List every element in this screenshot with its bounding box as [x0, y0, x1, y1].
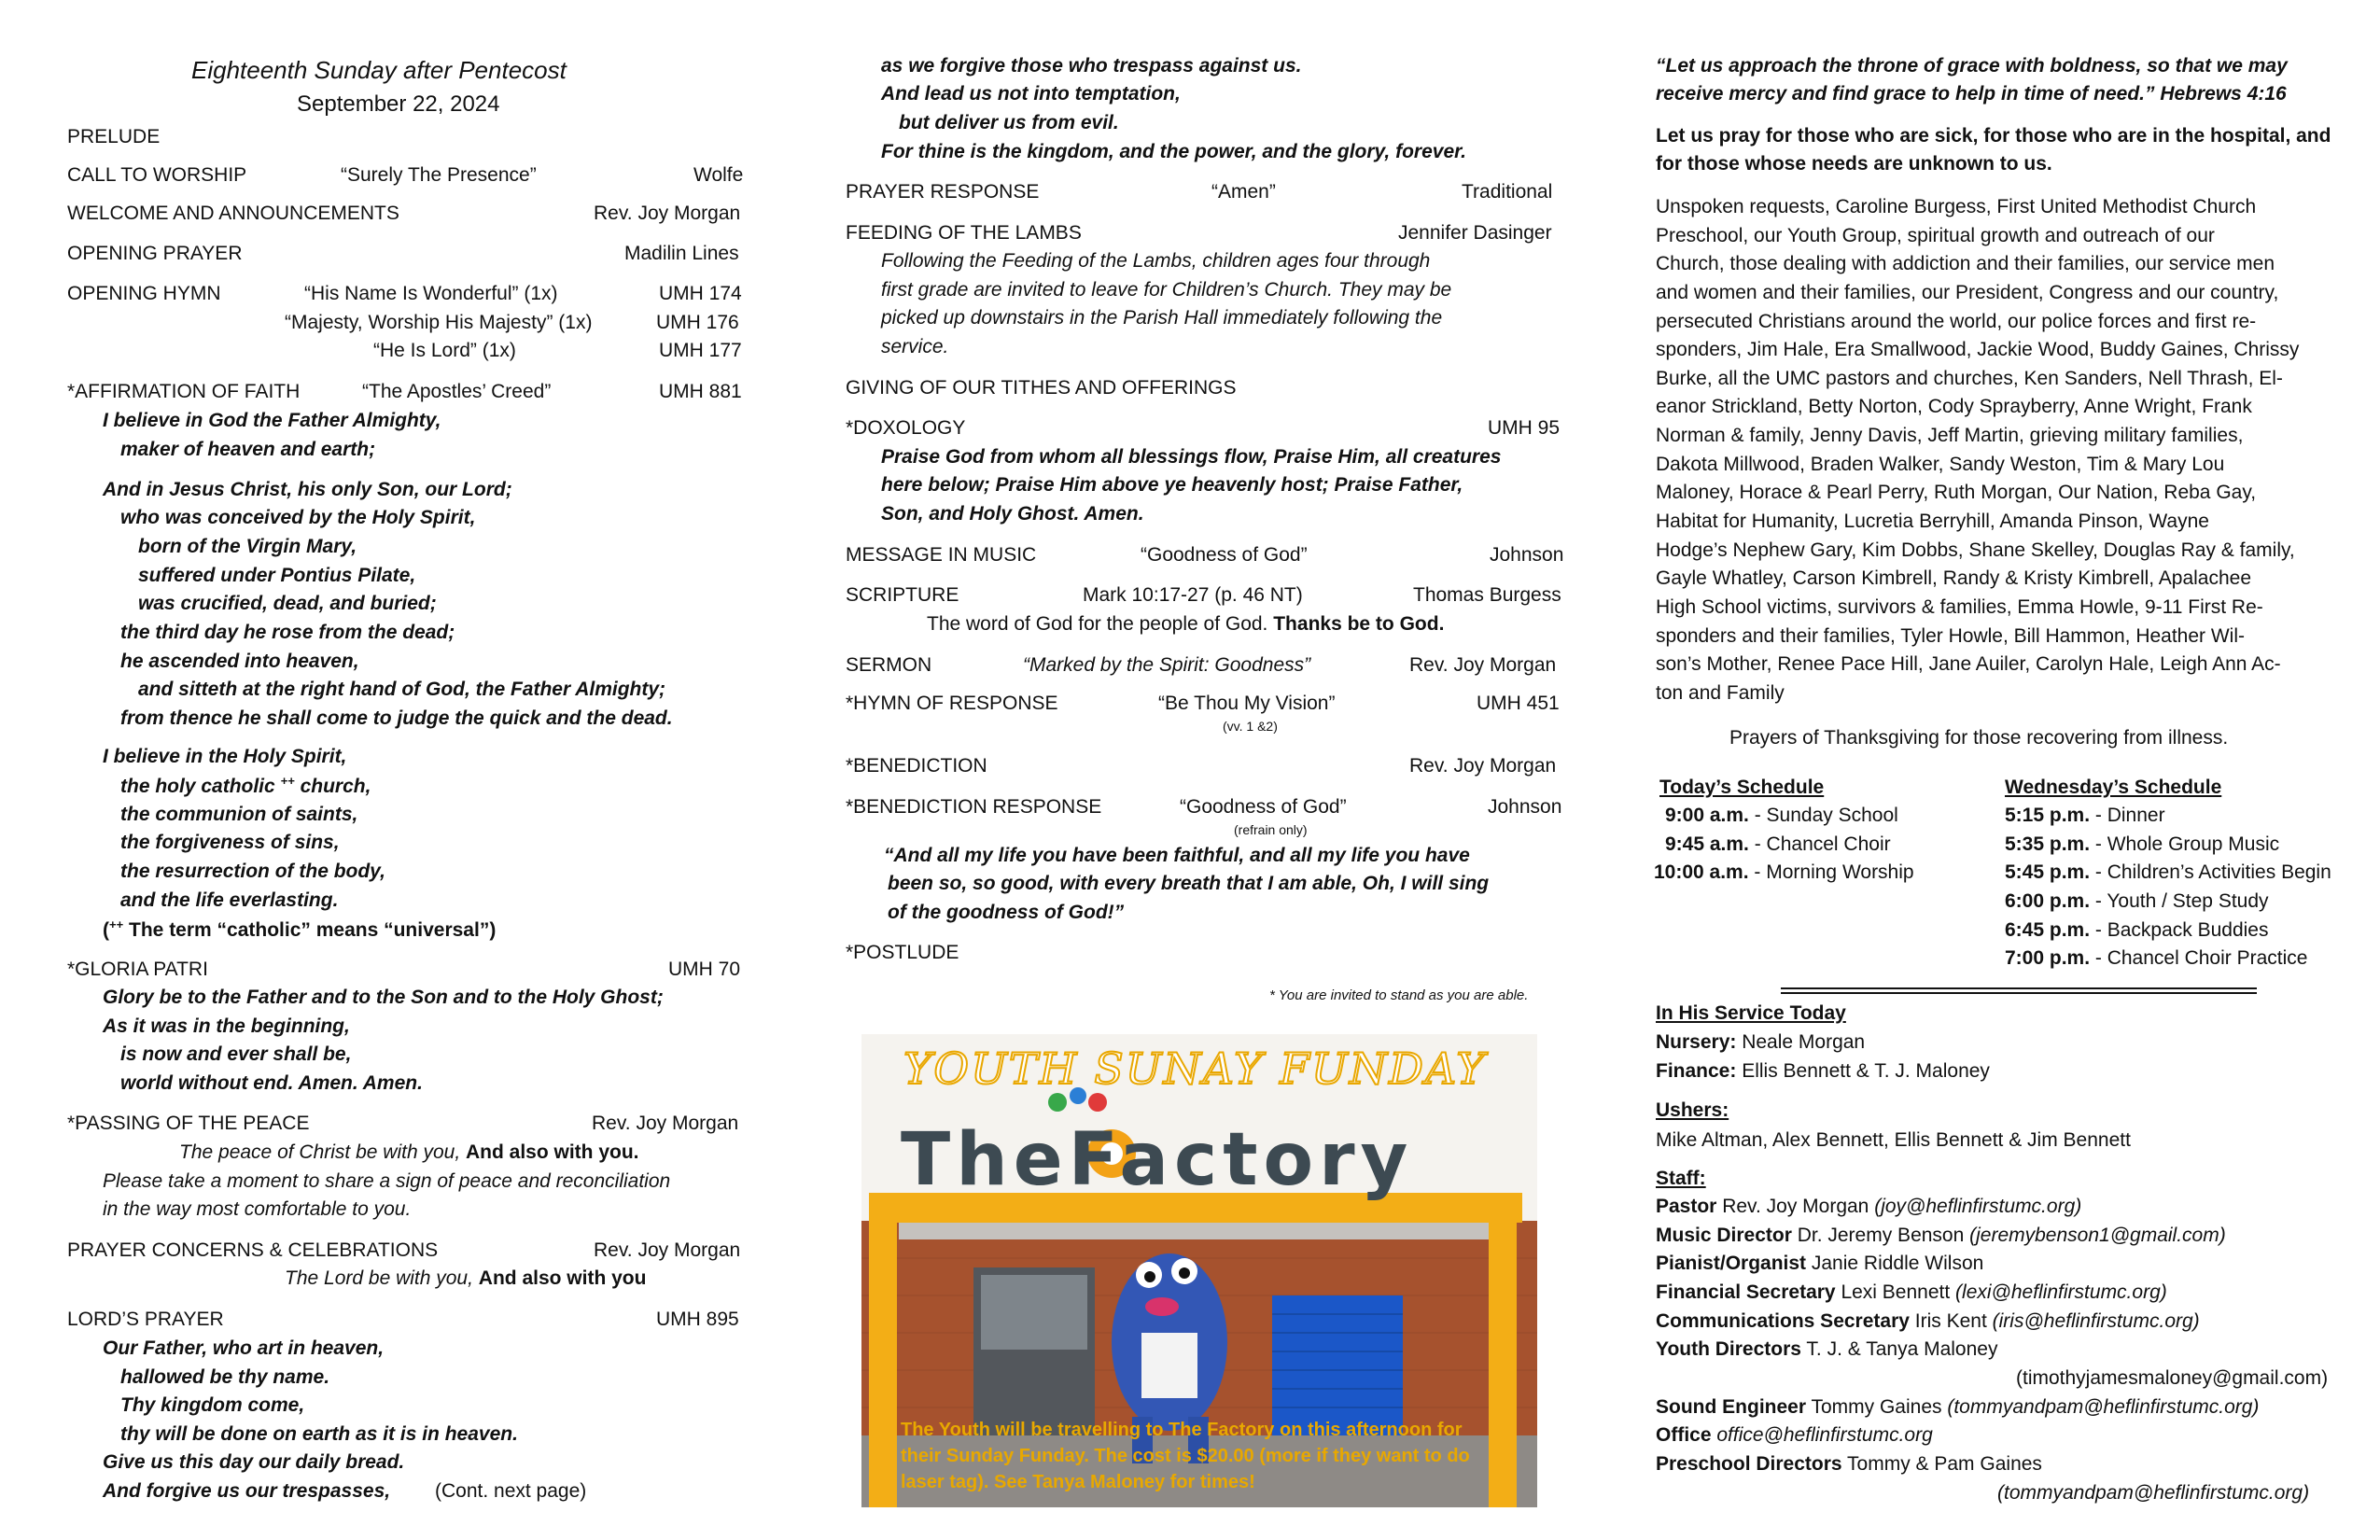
finance-label: Finance: [1656, 1060, 1737, 1082]
concerns-call: The Lord be with you, [285, 1267, 479, 1289]
schedule-time: 9:00 a.m. [1665, 805, 1749, 826]
hymn-song: “His Name Is Wonderful” (1x) [304, 283, 558, 304]
feeding-text: picked up downstairs in the Parish Hall immediately following the [881, 307, 1443, 329]
staff-name: T. J. & Tanya Maloney [1800, 1338, 1998, 1360]
creed-line: suffered under Pontius Pilate, [138, 565, 416, 586]
scripture-response-line [927, 612, 1444, 636]
schedule-item [2005, 918, 2268, 942]
staff-row [1656, 1337, 1997, 1361]
hymn-number: UMH 177 [659, 340, 742, 361]
schedule-time: 7:00 p.m. [2005, 947, 2091, 969]
creed-line: from thence he shall come to judge the quick and the dead. [120, 707, 673, 729]
prayer-line: as we forgive those who trespass against us. [881, 55, 1302, 77]
poster-title: YOUTH SUNAY FUNDAY [903, 1043, 1487, 1094]
hymn-number: UMH 176 [656, 312, 739, 333]
footnote-text: The term “catholic” means “universal”) [123, 919, 497, 941]
peace-call: The peace of Christ be with you, [179, 1141, 466, 1163]
welcome-leader: Rev. Joy Morgan [594, 203, 741, 224]
youth-funday-poster [861, 1034, 1537, 1507]
finance-names: Ellis Bennett & T. J. Maloney [1736, 1060, 1990, 1082]
staff-name: Dr. Jeremy Benson [1791, 1225, 1970, 1246]
schedule-event: - Sunday School [1748, 805, 1898, 826]
request-line: Gayle Whatley, Carson Kimbrell, Randy & Kristy Kimbrell, Apalachee [1656, 567, 2252, 589]
concerns-line [285, 1267, 646, 1290]
poster-note: The Youth will be travelling to The Factory on this afternoon for their Sunday Funday. The cost is $20.00 (more if they want to do laser tag). See Tanya Maloney for times! [901, 1420, 1470, 1492]
giving-label: GIVING OF OUR TITHES AND OFFERINGS [846, 377, 1237, 399]
hymn-song: “Majesty, Worship His Majesty” (1x) [285, 312, 593, 333]
music-label: MESSAGE IN MUSIC [846, 544, 1037, 566]
request-line: High School victims, survivors & families, Emma Howle, 9-11 First Re- [1656, 596, 2263, 618]
staff-email[interactable]: (timothyjamesmaloney@gmail.com) [2016, 1367, 2329, 1389]
request-line: Habitat for Humanity, Lucretia Berryhill, Amanda Pinson, Wayne [1656, 511, 2209, 532]
prayer-intro: for those whose needs are unknown to us. [1656, 153, 2052, 175]
creed-line: I believe in God the Father Almighty, [103, 410, 441, 431]
nursery-name: Neale Morgan [1736, 1031, 1866, 1053]
welcome-label: WELCOME AND ANNOUNCEMENTS [67, 203, 399, 224]
staff-email[interactable]: (tommyandpam@heflinfirstumc.org) [1947, 1396, 2260, 1418]
schedule-time: 5:45 p.m. [2005, 861, 2091, 883]
benediction-line: been so, so good, with every breath that I am able, Oh, I will sing [888, 873, 1490, 894]
creed-text: the holy catholic [120, 776, 275, 797]
request-line: Unspoken requests, Caroline Burgess, First United Methodist Church [1656, 196, 2257, 217]
schedule-event: - Chancel Choir [1748, 833, 1891, 855]
footnote-mark: ++ [109, 917, 124, 931]
postlude-label: *POSTLUDE [846, 942, 959, 963]
staff-role: Music Director [1656, 1225, 1792, 1246]
hymn-number: UMH 174 [659, 283, 742, 304]
staff-name: Janie Riddle Wilson [1806, 1253, 1984, 1274]
creed-footnote [103, 917, 496, 942]
benediction-response-note: (refrain only) [1234, 822, 1308, 837]
gloria-line: As it was in the beginning, [103, 1015, 350, 1037]
prayer-line: thy will be done on earth as it is in heaven. [120, 1423, 518, 1445]
staff-heading: Staff: [1656, 1168, 1706, 1189]
schedule-item [2005, 804, 2165, 827]
staff-name: Lexi Bennett [1835, 1281, 1956, 1303]
finance-line [1656, 1059, 1990, 1083]
benediction-response-title: “Goodness of God” [1180, 796, 1347, 818]
music-composer: Johnson [1490, 544, 1564, 566]
staff-row [1656, 1423, 1933, 1447]
concerns-response: And also with you [478, 1267, 647, 1289]
call-label: CALL TO WORSHIP [67, 164, 247, 186]
sermon-title: “Marked by the Spirit: Goodness” [1023, 654, 1311, 676]
feeding-text: service. [881, 336, 949, 357]
peace-instruction: Please take a moment to share a sign of peace and reconciliation [103, 1170, 671, 1192]
schedule-time: 10:00 a.m. [1654, 861, 1749, 883]
affirmation-label: *AFFIRMATION OF FAITH [67, 381, 301, 402]
staff-name: Rev. Joy Morgan [1716, 1196, 1875, 1217]
creed-line: maker of heaven and earth; [120, 439, 376, 460]
feeding-label: FEEDING OF THE LAMBS [846, 222, 1082, 244]
request-line: ton and Family [1656, 682, 1785, 704]
creed-line: the third day he rose from the dead; [120, 622, 455, 643]
staff-row [1656, 1309, 2200, 1333]
schedule-event: - Backpack Buddies [2090, 919, 2269, 941]
request-line: Preschool, our Youth Group, spiritual growth and outreach of our [1656, 225, 2215, 246]
creed-line: he ascended into heaven, [120, 651, 359, 672]
concerns-label: PRAYER CONCERNS & CELEBRATIONS [67, 1239, 439, 1261]
opening-prayer-label: OPENING PRAYER [67, 243, 243, 264]
creed-line: the resurrection of the body, [120, 861, 385, 882]
feeding-text: Following the Feeding of the Lambs, children ages four through [881, 250, 1431, 272]
verse-line: “Let us approach the throne of grace with boldness, so that we may [1656, 55, 2288, 77]
hymn-response-number: UMH 451 [1477, 693, 1560, 714]
sermon-label: SERMON [846, 654, 932, 676]
creed-line: was crucified, dead, and buried; [138, 593, 437, 614]
lords-prayer-label: LORD’S PRAYER [67, 1309, 224, 1330]
request-line: sponders, Jim Hale, Era Smallwood, Jackie Wood, Buddy Gaines, Chrissy [1656, 339, 2300, 360]
staff-role: Office [1656, 1424, 1712, 1446]
scripture-reader: Thomas Burgess [1413, 584, 1561, 606]
prelude-label: PRELUDE [67, 126, 161, 147]
staff-email[interactable]: (iris@heflinfirstumc.org) [1992, 1310, 2200, 1332]
peace-label: *PASSING OF THE PEACE [67, 1113, 310, 1134]
doxology-line: Praise God from whom all blessings flow, Praise Him, all creatures [881, 446, 1502, 468]
gloria-label: *GLORIA PATRI [67, 959, 208, 980]
request-line: son’s Mother, Renee Pace Hill, Jane Auiler, Carolyn Hale, Leigh Ann Ac- [1656, 653, 2281, 675]
hymn-song: “He Is Lord” (1x) [373, 340, 516, 361]
schedule-time: 5:35 p.m. [2005, 833, 2091, 855]
doxology-line: here below; Praise Him above ye heavenly host; Praise Father, [881, 474, 1463, 496]
staff-email[interactable]: (jeremybenson1@gmail.com) [1969, 1225, 2226, 1246]
schedule-event: - Youth / Step Study [2090, 890, 2269, 912]
prayer-line: For thine is the kingdom, and the power, and the glory, forever. [881, 141, 1466, 162]
scripture-call: The word of God for the people of God. [927, 613, 1274, 635]
service-heading: In His Service Today [1656, 1002, 1846, 1024]
staff-name: Tommy & Pam Gaines [1841, 1453, 2042, 1475]
benediction-line: “And all my life you have been faithful, and all my life you have [884, 845, 1470, 866]
request-line: Maloney, Horace & Pearl Perry, Ruth Morgan, Our Nation, Reba Gay, [1656, 482, 2257, 503]
scripture-response: Thanks be to God. [1273, 613, 1445, 635]
request-line: and women and their families, our President, Congress and our country, [1656, 282, 2279, 303]
creed-line: who was conceived by the Holy Spirit, [120, 507, 476, 528]
staff-row [1656, 1224, 2226, 1247]
gloria-number: UMH 70 [668, 959, 741, 980]
staff-row [1656, 1452, 2042, 1476]
staff-email[interactable]: office@heflinfirstumc.org [1716, 1424, 1933, 1446]
ushers-names: Mike Altman, Alex Bennett, Ellis Bennett & Jim Bennett [1656, 1129, 2131, 1151]
staff-name: Iris Kent [1909, 1310, 1993, 1332]
creed-line: and the life everlasting. [120, 889, 339, 911]
nursery-label: Nursery: [1656, 1031, 1737, 1053]
hymn-response-label: *HYMN OF RESPONSE [846, 693, 1058, 714]
schedule-item [1665, 833, 1891, 856]
service-date: September 22, 2024 [297, 91, 500, 117]
hymn-response-title: “Be Thou My Vision” [1158, 693, 1336, 714]
creed-line: born of the Virgin Mary, [138, 536, 357, 557]
lords-prayer-number: UMH 895 [656, 1309, 739, 1330]
prayer-response-title: “Amen” [1211, 181, 1276, 203]
staff-email[interactable]: (joy@heflinfirstumc.org) [1874, 1196, 2082, 1217]
call-title: “Surely The Presence” [341, 164, 537, 186]
request-line: sponders and their families, Tyler Howle, Bill Hammon, Heather Wil- [1656, 625, 2246, 647]
affirmation-number: UMH 881 [659, 381, 742, 402]
staff-role: Communications Secretary [1656, 1310, 1910, 1332]
staff-name: Tommy Gaines [1806, 1396, 1948, 1418]
gloria-line: Glory be to the Father and to the Son and to the Holy Ghost; [103, 987, 664, 1008]
music-title: “Goodness of God” [1141, 544, 1308, 566]
feeding-text: first grade are invited to leave for Children’s Church. They may be [881, 279, 1452, 301]
request-line: persecuted Christians around the world, our police forces and first re- [1656, 311, 2257, 332]
schedule-time: 5:15 p.m. [2005, 805, 2091, 826]
nursery-line [1656, 1030, 1865, 1054]
affirmation-title: “The Apostles’ Creed” [362, 381, 552, 402]
schedule-time: 6:45 p.m. [2005, 919, 2091, 941]
creed-line: And in Jesus Christ, his only Son, our Lord; [103, 479, 512, 500]
request-line: eanor Strickland, Betty Norton, Cody Sprayberry, Anne Wright, Frank [1656, 396, 2252, 417]
verse-line: receive mercy and find grace to help in time of need.” Hebrews 4:16 [1656, 83, 2287, 105]
request-line: Burke, all the UMC pastors and churches, Ken Sanders, Nell Thrash, El- [1656, 368, 2283, 389]
peace-leader: Rev. Joy Morgan [592, 1113, 739, 1134]
staff-email[interactable]: (tommyandpam@heflinfirstumc.org) [1997, 1482, 2310, 1504]
doxology-number: UMH 95 [1488, 417, 1561, 439]
staff-role: Preschool Directors [1656, 1453, 1842, 1475]
scripture-label: SCRIPTURE [846, 584, 959, 606]
hymn-response-verses: (vv. 1 &2) [1223, 719, 1278, 734]
staff-row [1656, 1281, 2167, 1304]
prayer-line: Give us this day our daily bread. [103, 1451, 405, 1473]
stand-note: * You are invited to stand as you are able. [1269, 987, 1529, 1003]
staff-email[interactable]: (lexi@heflinfirstumc.org) [1955, 1281, 2167, 1303]
staff-role: Financial Secretary [1656, 1281, 1836, 1303]
schedule-event: - Dinner [2090, 805, 2165, 826]
benediction-line: of the goodness of God!” [888, 902, 1125, 923]
thanksgiving-line: Prayers of Thanksgiving for those recovering from illness. [1729, 727, 2229, 749]
benediction-response-label: *BENEDICTION RESPONSE [846, 796, 1102, 818]
prayer-response-source: Traditional [1462, 181, 1553, 203]
staff-row [1656, 1395, 2259, 1419]
creed-line: I believe in the Holy Spirit, [103, 746, 347, 767]
request-line: Dakota Millwood, Braden Walker, Sandy Weston, Tim & Mary Lou [1656, 454, 2225, 475]
creed-line: and sitteth at the right hand of God, the Father Almighty; [138, 679, 666, 700]
schedule-event: - Chancel Choir Practice [2090, 947, 2308, 969]
prayer-line: And lead us not into temptation, [881, 83, 1181, 105]
benediction-leader: Rev. Joy Morgan [1409, 755, 1557, 777]
sermon-preacher: Rev. Joy Morgan [1409, 654, 1557, 676]
schedule-item [2005, 861, 2331, 884]
prayer-response-label: PRAYER RESPONSE [846, 181, 1040, 203]
staff-role: Pianist/Organist [1656, 1253, 1807, 1274]
schedule-event: - Whole Group Music [2090, 833, 2280, 855]
schedule-item [2005, 946, 2307, 970]
schedule-item [2005, 889, 2269, 913]
concerns-leader: Rev. Joy Morgan [594, 1239, 741, 1261]
schedule-event: - Morning Worship [1748, 861, 1914, 883]
section-divider [1781, 987, 2257, 994]
staff-role: Youth Directors [1656, 1338, 1801, 1360]
poster-factory-sign: TheFactory [901, 1118, 1414, 1202]
schedule-item [1665, 804, 1898, 827]
request-line: Hodge’s Nephew Gary, Kim Dobbs, Shane Skelley, Douglas Ray & family, [1656, 539, 2295, 561]
creed-text: church, [300, 776, 371, 797]
page-title: Eighteenth Sunday after Pentecost [191, 56, 567, 84]
schedule-time: 9:45 a.m. [1665, 833, 1749, 855]
opening-prayer-leader: Madilin Lines [624, 243, 739, 264]
peace-response: And also with you. [466, 1141, 639, 1163]
call-composer: Wolfe [693, 164, 744, 186]
prayer-intro: Let us pray for those who are sick, for those who are in the hospital, and [1656, 125, 2331, 147]
staff-row [1656, 1195, 2081, 1218]
staff-role: Sound Engineer [1656, 1396, 1807, 1418]
benediction-label: *BENEDICTION [846, 755, 987, 777]
schedule-time: 6:00 p.m. [2005, 890, 2091, 912]
request-line: Norman & family, Jenny Davis, Jeff Martin, grieving military families, [1656, 425, 2244, 446]
prayer-line: And forgive us our trespasses, [103, 1480, 391, 1502]
wednesday-schedule-heading: Wednesday’s Schedule [2005, 777, 2222, 798]
doxology-label: *DOXOLOGY [846, 417, 966, 439]
prayer-line: Thy kingdom come, [120, 1394, 305, 1416]
schedule-item [1654, 861, 1914, 884]
peace-instruction: in the way most comfortable to you. [103, 1198, 412, 1220]
feeding-leader: Jennifer Dasinger [1398, 222, 1552, 244]
schedule-event: - Children’s Activities Begin [2090, 861, 2331, 883]
gloria-line: world without end. Amen. Amen. [120, 1072, 423, 1094]
creed-line [120, 774, 371, 798]
footnote-mark: ++ [280, 774, 295, 788]
opening-hymn-label: OPENING HYMN [67, 283, 221, 304]
creed-line: the forgiveness of sins, [120, 832, 340, 853]
prayer-line: hallowed be thy name. [120, 1366, 330, 1388]
today-schedule-heading: Today’s Schedule [1659, 777, 1825, 798]
creed-line: the communion of saints, [120, 804, 358, 825]
staff-role: Pastor [1656, 1196, 1717, 1217]
benediction-response-composer: Johnson [1488, 796, 1562, 818]
scripture-reference: Mark 10:17-27 (p. 46 NT) [1083, 584, 1303, 606]
footnote-paren: ( [103, 919, 109, 941]
peace-line [179, 1141, 639, 1164]
ushers-heading: Ushers: [1656, 1099, 1729, 1121]
continued-note: (Cont. next page) [435, 1480, 587, 1502]
gloria-line: is now and ever shall be, [120, 1043, 352, 1065]
doxology-line: Son, and Holy Ghost. Amen. [881, 503, 1144, 525]
prayer-line: but deliver us from evil. [899, 112, 1119, 133]
request-line: Church, those dealing with addiction and their families, our service men [1656, 253, 2275, 274]
staff-row [1656, 1252, 1983, 1275]
prayer-line: Our Father, who art in heaven, [103, 1337, 385, 1359]
schedule-item [2005, 833, 2279, 856]
